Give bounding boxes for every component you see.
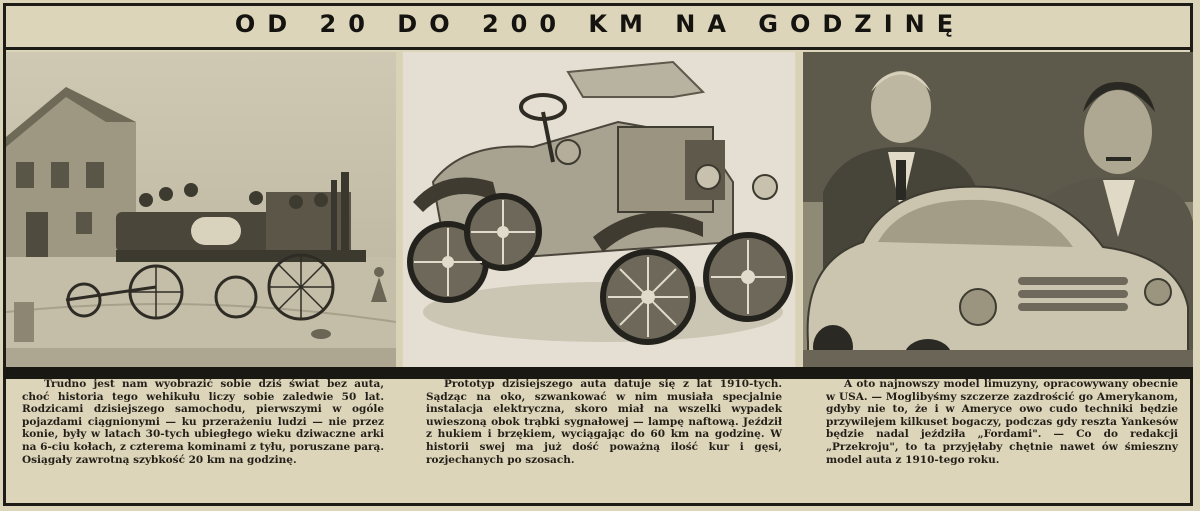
caption-limousine-model: A oto najnowszy model limuzyny, opracowywany obecnie w USA. — Moglibyśmy szczerze zazdrościć go Amerykanom, gdyby nie to, że i w Ameryce owo cudo techniki będzie przywilejem kilkuset bogaczy, podczas gdy reszta Yankesów będzie nadal jeździła „Fordami". — Co do redakcji „Przekroju", to ta przyjęłaby chętnie nawet ów śmieszny model auta z 1910-tego roku. bbox=[826, 378, 1178, 466]
photo-limousine-model bbox=[803, 52, 1193, 367]
photo-gutter bbox=[796, 52, 802, 367]
caption-prototype-car: Prototyp dzisiejszego auta datuje się z lat 1910-tych. Sądząc na oko, szwankować w nim musiała specjalnie instalacja elektryczna, skoro miał na wszelki wypadek uwieszoną obok trąbki sygnałowej — lampę naftową. Jeździł z hukiem i brzękiem, wyciągając do 60 km na godzinę. W historii swej ma już dość poważną ilość kur i gęsi, rozjechanych po szosach. bbox=[426, 378, 782, 466]
photo-prototype-car bbox=[403, 52, 795, 367]
photo-steam-carriage bbox=[6, 52, 396, 367]
title-divider bbox=[3, 47, 1193, 50]
caption-steam-carriage: Trudno jest nam wyobrazić sobie dziś świat bez auta, choć historia tego wehikułu liczy sobie zaledwie 50 lat. Rodzicami dzisiejszego samochodu, pierwszymi w ogóle pojazdami ciągnionymi — ku przerażeniu ludzi — nie przez konie, były w latach 30-tych ubiegłego wieku dziwaczne arki na 6-ciu kołach, z czterema kominami z tyłu, poruszane parą. Osiągały zawrotną szybkość 20 km na godzinę. bbox=[22, 378, 384, 466]
photo-gutter bbox=[396, 52, 402, 367]
article-title: OD 20 DO 200 KM NA GODZINĘ bbox=[234, 10, 966, 38]
